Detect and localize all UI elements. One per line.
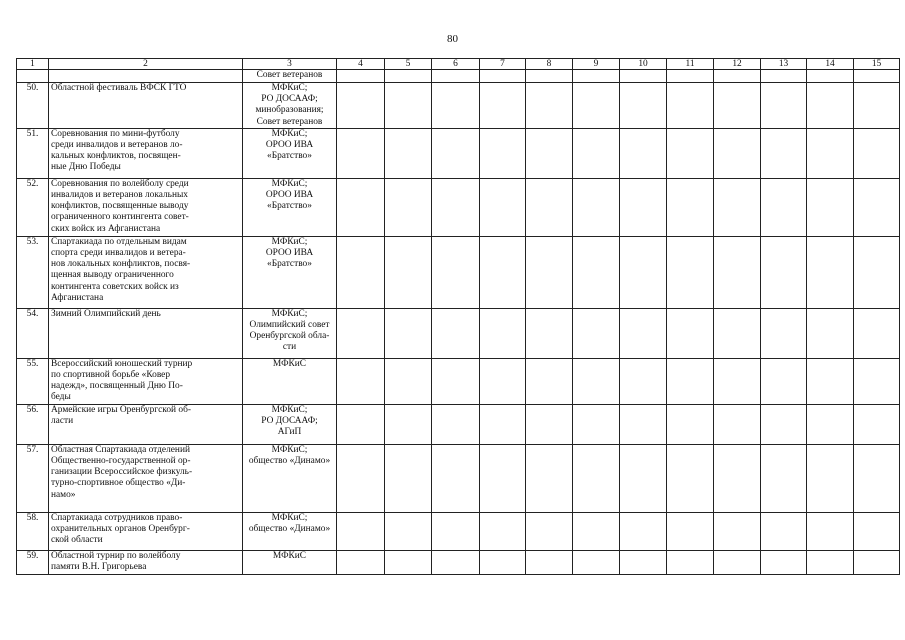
event-name-cell: Соревнования по волейболу среди инвалидов и ветеранов локальных конфликтов, посвященные выводу ограниченного контингента совет- ских войск из Афганистана — [49, 178, 243, 236]
column-number-header: 7 — [480, 59, 526, 70]
table-row — [17, 128, 900, 178]
empty-cell — [667, 444, 714, 512]
empty-cell — [480, 83, 526, 129]
organizer-cell: МФКиС; РО ДОСААФ; АГиП — [243, 404, 337, 444]
empty-cell — [526, 404, 573, 444]
empty-cell — [854, 358, 900, 404]
column-number-header: 3 — [243, 59, 337, 70]
event-name-cell: Областной фестиваль ВФСК ГТО — [49, 83, 243, 129]
empty-cell — [385, 308, 432, 358]
empty-cell — [714, 404, 761, 444]
empty-cell — [620, 178, 667, 236]
empty-cell — [761, 444, 807, 512]
empty-cell — [807, 308, 854, 358]
empty-cell — [667, 178, 714, 236]
organizer-cell: МФКиС; Олимпийский совет Оренбургской обла- сти — [243, 308, 337, 358]
event-name-cell: Спартакиада сотрудников право- охранительных органов Оренбург- ской области — [49, 512, 243, 550]
empty-cell — [432, 358, 480, 404]
row-number-cell: 51. — [17, 128, 49, 178]
empty-cell — [385, 128, 432, 178]
organizer-cell: МФКиС; РО ДОСААФ; минобразования; Совет ветеранов — [243, 83, 337, 129]
empty-cell — [714, 236, 761, 308]
empty-cell — [620, 550, 667, 574]
empty-cell — [385, 178, 432, 236]
empty-cell — [526, 512, 573, 550]
empty-cell — [573, 178, 620, 236]
empty-cell — [667, 404, 714, 444]
column-number-header: 13 — [761, 59, 807, 70]
empty-cell — [573, 70, 620, 83]
empty-cell — [667, 358, 714, 404]
empty-cell — [480, 236, 526, 308]
empty-cell — [337, 512, 385, 550]
empty-cell — [807, 550, 854, 574]
event-name-cell: Зимний Олимпийский день — [49, 308, 243, 358]
empty-cell — [761, 178, 807, 236]
empty-cell — [854, 550, 900, 574]
empty-cell — [620, 512, 667, 550]
page-number: 80 — [447, 33, 458, 45]
organizer-cell: МФКиС — [243, 550, 337, 574]
column-number-header: 1 — [17, 59, 49, 70]
row-number-cell: 58. — [17, 512, 49, 550]
table-row — [17, 404, 900, 444]
empty-cell — [807, 236, 854, 308]
empty-cell — [480, 512, 526, 550]
empty-cell — [480, 404, 526, 444]
event-name-cell: Областной турнир по волейболу памяти В.Н. Григорьева — [49, 550, 243, 574]
empty-cell — [432, 404, 480, 444]
empty-cell — [337, 70, 385, 83]
empty-cell — [573, 358, 620, 404]
table-row — [17, 358, 900, 404]
table-row — [17, 83, 900, 129]
empty-cell — [854, 70, 900, 83]
empty-cell — [480, 70, 526, 83]
empty-cell — [667, 550, 714, 574]
empty-cell — [432, 128, 480, 178]
row-number-cell: 59. — [17, 550, 49, 574]
empty-cell — [385, 512, 432, 550]
empty-cell — [337, 358, 385, 404]
event-name-cell: Соревнования по мини-футболу среди инвалидов и ветеранов ло- кальных конфликтов, посвящен- ные Дню Победы — [49, 128, 243, 178]
empty-cell — [667, 236, 714, 308]
empty-cell — [432, 512, 480, 550]
row-number-cell: 50. — [17, 83, 49, 129]
empty-cell — [807, 444, 854, 512]
empty-cell — [337, 550, 385, 574]
empty-cell — [573, 308, 620, 358]
empty-cell — [526, 70, 573, 83]
row-number-cell — [17, 70, 49, 83]
empty-cell — [337, 308, 385, 358]
column-number-header: 6 — [432, 59, 480, 70]
empty-cell — [620, 308, 667, 358]
empty-cell — [432, 70, 480, 83]
empty-cell — [807, 70, 854, 83]
empty-cell — [573, 550, 620, 574]
empty-cell — [432, 308, 480, 358]
event-name-cell: Армейские игры Оренбургской об- ласти — [49, 404, 243, 444]
empty-cell — [526, 358, 573, 404]
empty-cell — [761, 550, 807, 574]
empty-cell — [854, 512, 900, 550]
empty-cell — [432, 550, 480, 574]
column-number-header: 8 — [526, 59, 573, 70]
row-number-cell: 52. — [17, 178, 49, 236]
empty-cell — [854, 83, 900, 129]
empty-cell — [854, 308, 900, 358]
empty-cell — [714, 178, 761, 236]
organizer-cell: МФКиС; ОРОО ИВА «Братство» — [243, 128, 337, 178]
empty-cell — [526, 308, 573, 358]
empty-cell — [337, 404, 385, 444]
empty-cell — [480, 308, 526, 358]
empty-cell — [385, 550, 432, 574]
organizer-cell: МФКиС; общество «Динамо» — [243, 512, 337, 550]
empty-cell — [573, 236, 620, 308]
event-name-cell: Областная Спартакиада отделений Общественно-государственной ор- ганизации Всероссийское физкуль- турно-спортивное общество «Ди- намо» — [49, 444, 243, 512]
empty-cell — [480, 178, 526, 236]
empty-cell — [526, 178, 573, 236]
empty-cell — [807, 178, 854, 236]
column-number-row — [17, 59, 900, 70]
empty-cell — [526, 444, 573, 512]
empty-cell — [385, 358, 432, 404]
empty-cell — [761, 512, 807, 550]
empty-cell — [620, 236, 667, 308]
table-row — [17, 444, 900, 512]
empty-cell — [337, 236, 385, 308]
empty-cell — [385, 70, 432, 83]
empty-cell — [854, 178, 900, 236]
column-number-header: 2 — [49, 59, 243, 70]
empty-cell — [854, 236, 900, 308]
empty-cell — [432, 178, 480, 236]
empty-cell — [667, 128, 714, 178]
column-number-header: 11 — [667, 59, 714, 70]
empty-cell — [337, 83, 385, 129]
empty-cell — [714, 444, 761, 512]
table-row — [17, 550, 900, 574]
empty-cell — [761, 128, 807, 178]
empty-cell — [714, 70, 761, 83]
empty-cell — [480, 128, 526, 178]
table-row — [17, 70, 900, 83]
column-number-header: 5 — [385, 59, 432, 70]
empty-cell — [667, 70, 714, 83]
empty-cell — [526, 128, 573, 178]
table-row — [17, 178, 900, 236]
empty-cell — [620, 444, 667, 512]
empty-cell — [573, 512, 620, 550]
empty-cell — [385, 83, 432, 129]
table-row — [17, 236, 900, 308]
empty-cell — [385, 404, 432, 444]
empty-cell — [432, 83, 480, 129]
empty-cell — [667, 308, 714, 358]
empty-cell — [761, 236, 807, 308]
empty-cell — [573, 128, 620, 178]
column-number-header: 12 — [714, 59, 761, 70]
empty-cell — [714, 128, 761, 178]
column-number-header: 15 — [854, 59, 900, 70]
empty-cell — [714, 550, 761, 574]
empty-cell — [854, 444, 900, 512]
empty-cell — [714, 308, 761, 358]
organizer-cell: МФКиС; общество «Динамо» — [243, 444, 337, 512]
empty-cell — [807, 128, 854, 178]
row-number-cell: 54. — [17, 308, 49, 358]
row-number-cell: 55. — [17, 358, 49, 404]
empty-cell — [714, 358, 761, 404]
empty-cell — [807, 512, 854, 550]
empty-cell — [807, 404, 854, 444]
empty-cell — [480, 358, 526, 404]
table-row — [17, 308, 900, 358]
empty-cell — [761, 70, 807, 83]
event-name-cell — [49, 70, 243, 83]
empty-cell — [526, 550, 573, 574]
empty-cell — [432, 236, 480, 308]
empty-cell — [385, 236, 432, 308]
empty-cell — [480, 550, 526, 574]
empty-cell — [573, 404, 620, 444]
events-table — [16, 58, 900, 575]
organizer-cell: МФКиС; ОРОО ИВА «Братство» — [243, 178, 337, 236]
event-name-cell: Спартакиада по отдельным видам спорта среди инвалидов и ветера- нов локальных конфликтов, посвя- щенная выводу ограниченного контингента советских войск из Афганистана — [49, 236, 243, 308]
empty-cell — [432, 444, 480, 512]
empty-cell — [620, 404, 667, 444]
empty-cell — [337, 128, 385, 178]
empty-cell — [761, 308, 807, 358]
empty-cell — [337, 178, 385, 236]
row-number-cell: 53. — [17, 236, 49, 308]
row-number-cell: 56. — [17, 404, 49, 444]
column-number-header: 10 — [620, 59, 667, 70]
empty-cell — [337, 444, 385, 512]
empty-cell — [714, 83, 761, 129]
organizer-cell: МФКиС — [243, 358, 337, 404]
empty-cell — [761, 83, 807, 129]
empty-cell — [620, 358, 667, 404]
empty-cell — [714, 512, 761, 550]
column-number-header: 9 — [573, 59, 620, 70]
empty-cell — [854, 128, 900, 178]
column-number-header: 4 — [337, 59, 385, 70]
empty-cell — [620, 70, 667, 83]
event-name-cell: Всероссийский юношеский турнир по спортивной борьбе «Ковер надежд», посвященный Дню По- беды — [49, 358, 243, 404]
empty-cell — [761, 358, 807, 404]
empty-cell — [526, 83, 573, 129]
empty-cell — [526, 236, 573, 308]
empty-cell — [480, 444, 526, 512]
table-row — [17, 512, 900, 550]
empty-cell — [854, 404, 900, 444]
empty-cell — [385, 444, 432, 512]
empty-cell — [761, 404, 807, 444]
empty-cell — [667, 83, 714, 129]
organizer-cell: Совет ветеранов — [243, 70, 337, 83]
empty-cell — [807, 358, 854, 404]
empty-cell — [667, 512, 714, 550]
organizer-cell: МФКиС; ОРОО ИВА «Братство» — [243, 236, 337, 308]
empty-cell — [573, 83, 620, 129]
column-number-header: 14 — [807, 59, 854, 70]
row-number-cell: 57. — [17, 444, 49, 512]
empty-cell — [620, 83, 667, 129]
empty-cell — [573, 444, 620, 512]
empty-cell — [807, 83, 854, 129]
empty-cell — [620, 128, 667, 178]
